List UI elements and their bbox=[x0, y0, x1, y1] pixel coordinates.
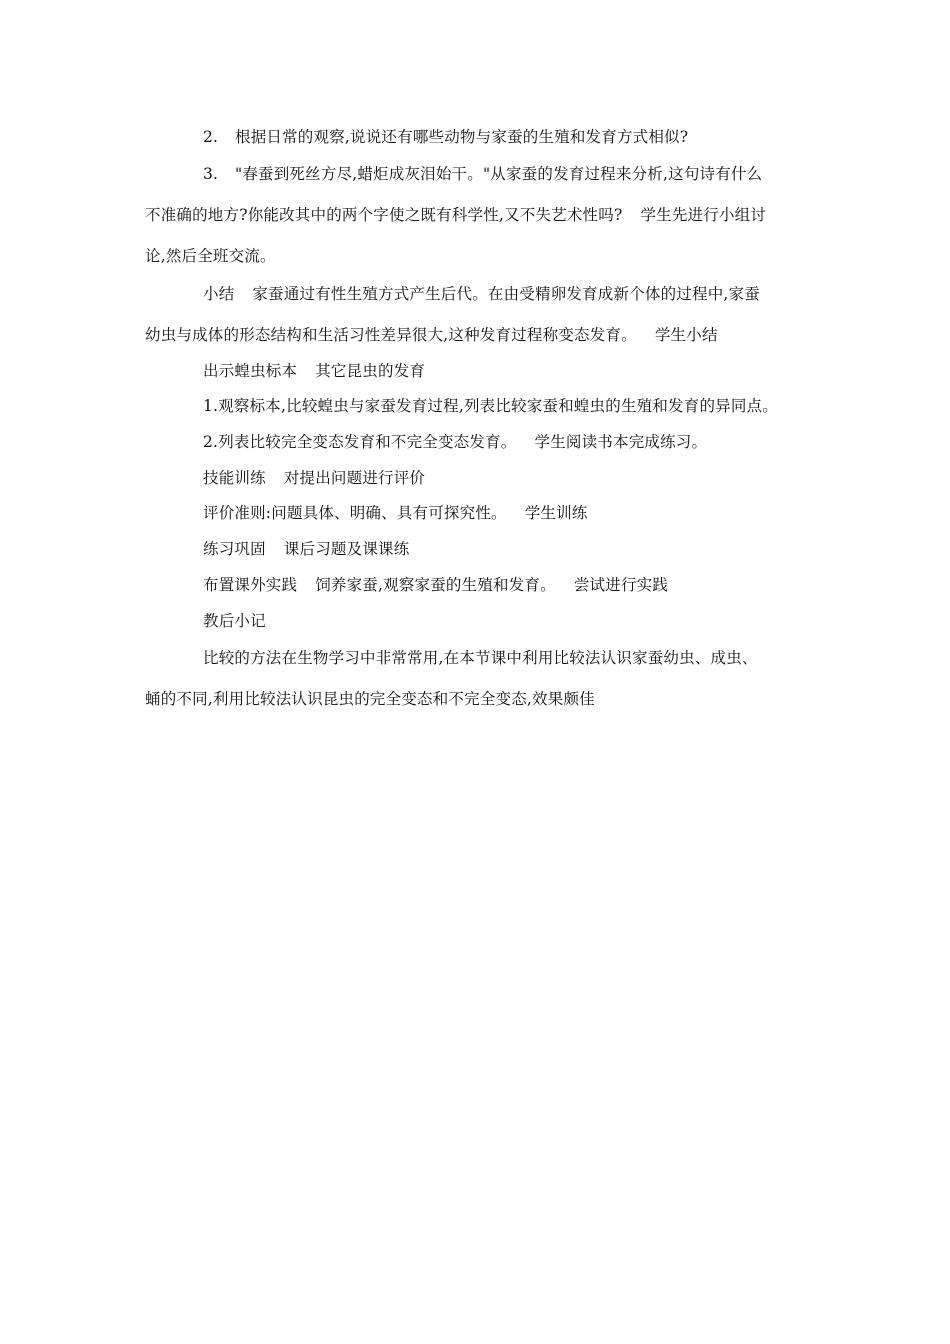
item-1 bbox=[203, 396, 778, 416]
question-3-line-1 bbox=[203, 164, 762, 184]
question-3-line-3 bbox=[145, 246, 276, 266]
practice-text: 课后习题及课课练 bbox=[283, 540, 410, 558]
criteria-text: 评价准则:问题具体、明确、具有可探究性。 bbox=[203, 504, 507, 522]
question-number: 3. bbox=[203, 165, 219, 183]
student-activity: 尝试进行实践 bbox=[573, 576, 669, 594]
summary-line-2 bbox=[145, 325, 718, 345]
reflection-heading: 教后小记 bbox=[203, 612, 266, 630]
homework-line bbox=[203, 575, 668, 595]
reflection-title bbox=[203, 611, 266, 631]
item-text: 2.列表比较完全变态发育和不完全变态发育。 bbox=[203, 433, 517, 451]
homework-text: 饲养家蚕,观察家蚕的生殖和发育。 bbox=[315, 576, 556, 594]
question-text: "春蚕到死丝方尽,蜡炬成灰泪始干。"从家蚕的发育过程来分析,这句诗有什么 bbox=[235, 165, 763, 183]
specimen-text: 其它昆虫的发育 bbox=[315, 362, 426, 380]
item-text: 1.观察标本,比较蝗虫与家蚕发育过程,列表比较家蚕和蝗虫的生殖和发育的异同点。 bbox=[203, 397, 778, 415]
summary-text: 家蚕通过有性生殖方式产生后代。在由受精卵发育成新个体的过程中,家蚕 bbox=[252, 285, 760, 303]
practice-label: 练习巩固 bbox=[203, 540, 266, 558]
item-2 bbox=[203, 432, 707, 452]
criteria-line bbox=[203, 503, 588, 523]
student-activity: 学生训练 bbox=[524, 504, 588, 522]
reflection-line-1 bbox=[203, 648, 758, 668]
reflection-line-2 bbox=[145, 689, 595, 709]
skills-line bbox=[203, 468, 425, 488]
question-text: 论,然后全班交流。 bbox=[145, 247, 276, 265]
student-activity: 学生小结 bbox=[654, 326, 718, 344]
question-2 bbox=[203, 127, 688, 147]
question-text: 不准确的地方?你能改其中的两个字使之既有科学性,又不失艺术性吗? bbox=[145, 206, 623, 224]
homework-label: 布置课外实践 bbox=[203, 576, 298, 594]
question-3-line-2 bbox=[145, 205, 766, 225]
student-activity: 学生阅读书本完成练习。 bbox=[534, 433, 708, 451]
specimen-line bbox=[203, 361, 425, 381]
summary-line-1 bbox=[203, 284, 760, 304]
specimen-label: 出示蝗虫标本 bbox=[203, 362, 298, 380]
question-text: 根据日常的观察,说说还有哪些动物与家蚕的生殖和发育方式相似? bbox=[235, 128, 689, 146]
skills-label: 技能训练 bbox=[203, 469, 266, 487]
summary-label: 小结 bbox=[203, 285, 235, 303]
skills-text: 对提出问题进行评价 bbox=[283, 469, 426, 487]
question-number: 2. bbox=[203, 128, 219, 146]
reflection-text: 蛹的不同,利用比较法认识昆虫的完全变态和不完全变态,效果颇佳 bbox=[145, 690, 595, 708]
practice-line bbox=[203, 539, 409, 559]
summary-text: 幼虫与成体的形态结构和生活习性差异很大,这种发育过程称变态发育。 bbox=[145, 326, 637, 344]
student-activity: 学生先进行小组讨 bbox=[640, 206, 767, 224]
reflection-text: 比较的方法在生物学习中非常常用,在本节课中利用比较法认识家蚕幼虫、成虫、 bbox=[203, 649, 758, 667]
